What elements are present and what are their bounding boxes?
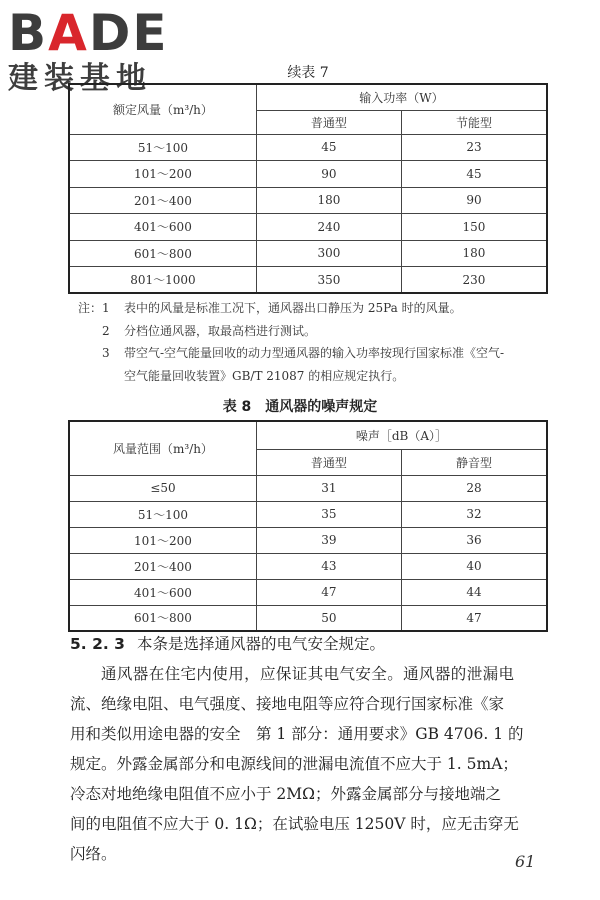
table8-noise: [68, 420, 548, 632]
table7-col-standard: 普通型: [256, 110, 401, 134]
section-heading: [70, 629, 560, 659]
table-row: 101～200 39 36: [69, 527, 547, 553]
table8-col-standard: 普通型: [256, 449, 401, 475]
table7-notes: [78, 297, 558, 387]
section-line: 闪络。: [70, 845, 117, 863]
section-5-2-3: [70, 629, 560, 869]
table-row: 401～600 240 150: [69, 214, 547, 241]
logo-chinese-text: 建装基地: [8, 61, 152, 96]
table7-col-airflow: 额定风量（m³/h）: [69, 84, 256, 134]
section-line: 用和类似用途电器的安全 第 1 部分：通用要求》GB 4706. 1 的: [70, 725, 524, 743]
table-row: 201～400 43 40: [69, 553, 547, 579]
table-row: 101～200 90 45: [69, 161, 547, 188]
note-item: 2 分档位通风器，取最高档进行测试。: [102, 323, 317, 338]
note-continuation: 空气能量回收装置》GB/T 21087 的相应规定执行。: [124, 368, 405, 383]
section-line: 冷态对地绝缘电阻值不应小于 2MΩ；外露金属部分与接地端之: [70, 785, 502, 803]
table-row: 601～800 300 180: [69, 240, 547, 267]
table-row: 801～1000 350 230: [69, 267, 547, 294]
table7-caption: 续表 7: [287, 65, 329, 81]
section-title: 本条是选择通风器的电气安全规定。: [136, 635, 385, 653]
table-row: ≤50 31 28: [69, 475, 547, 501]
logo-wordmark: BADE: [8, 4, 169, 62]
table7-col-energy-saving: 节能型: [401, 110, 547, 134]
table-row: 201～400 180 90: [69, 187, 547, 214]
table-row: 601～800 50 47: [69, 605, 547, 631]
note-label: 注：: [78, 301, 103, 315]
section-line: 间的电阻值不应大于 0. 1Ω；在试验电压 1250V 时，应无击穿无: [70, 815, 519, 833]
note-item: 3 带空气-空气能量回收的动力型通风器的输入功率按现行国家标准《空气-: [102, 346, 505, 360]
table8-caption: 表 8 通风器的噪声规定: [222, 399, 378, 415]
section-line: 流、绝缘电阻、电气强度、接地电阻等应符合现行国家标准《家: [70, 695, 505, 713]
table8-col-noise-group: 噪声［dB（A）］: [256, 421, 547, 449]
section-number: 5. 2. 3: [70, 635, 125, 653]
section-line: 规定。外露金属部分和电源线间的泄漏电流值不应大于 1. 5mA；: [70, 755, 518, 773]
table-row: 51～100 45 23: [69, 134, 547, 161]
section-line: 通风器在住宅内使用，应保证其电气安全。通风器的泄漏电: [101, 665, 515, 683]
table8-col-airflow-range: 风量范围（m³/h）: [69, 421, 256, 475]
page-number: 61: [515, 852, 536, 871]
note-item: 注： 1 表中的风量是标准工况下，通风器出口静压为 25Pa 时的风量。: [78, 297, 558, 320]
table7-col-power-group: 输入功率（W）: [256, 84, 547, 110]
table-row: 401～600 47 44: [69, 579, 547, 605]
table-row: 51～100 35 32: [69, 501, 547, 527]
table7-power: [68, 83, 548, 294]
table8-col-silent: 静音型: [401, 449, 547, 475]
